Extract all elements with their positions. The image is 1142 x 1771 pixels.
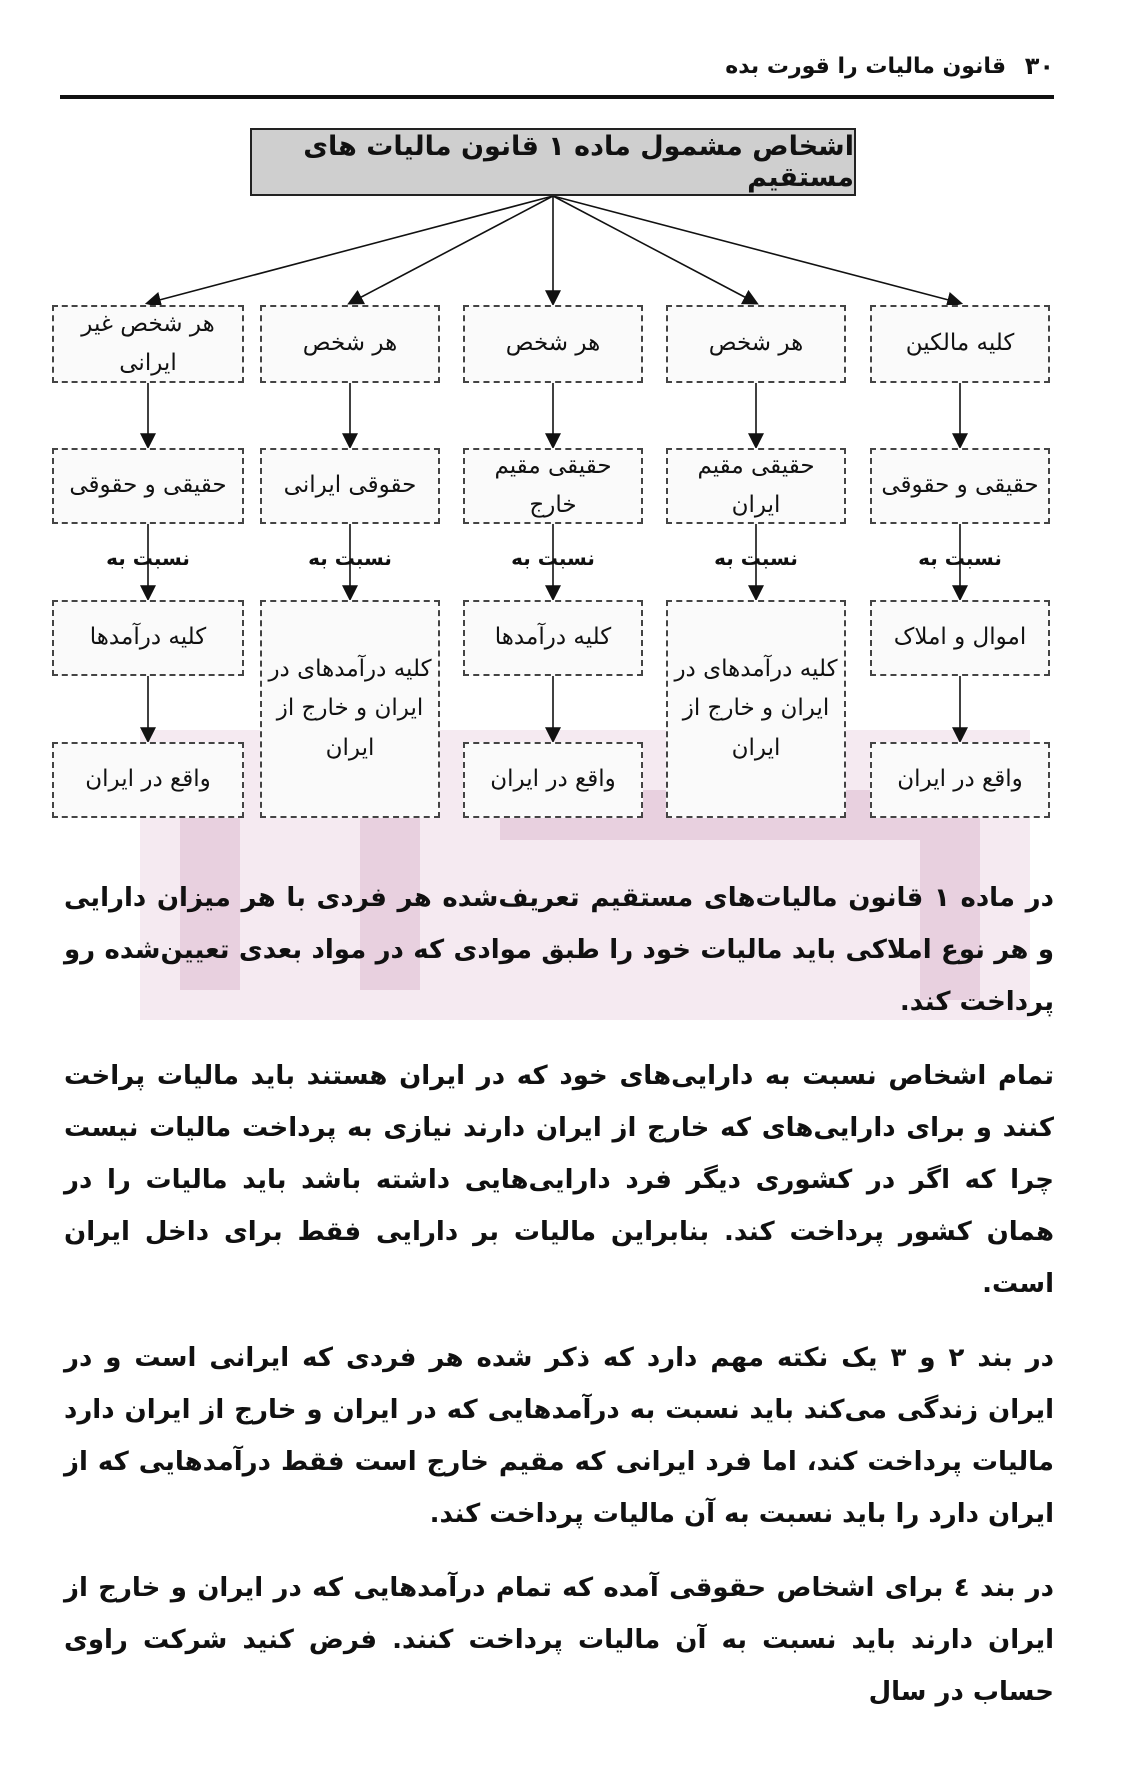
- node-subject-3: هر شخص: [463, 305, 643, 383]
- node-object-1: اموال و املاک: [870, 600, 1050, 676]
- node-object-4: کلیه درآمدهای در ایران و خارج از ایران: [260, 600, 440, 818]
- relation-label-2: نسبت به: [714, 546, 798, 570]
- node-scope-1: واقع در ایران: [870, 742, 1050, 818]
- node-type-4: حقوقی ایرانی: [260, 448, 440, 524]
- running-title: قانون مالیات را قورت بده: [725, 54, 1006, 79]
- node-scope-5: واقع در ایران: [52, 742, 244, 818]
- node-subject-5: هر شخص غیر ایرانی: [52, 305, 244, 383]
- node-object-3: کلیه درآمدها: [463, 600, 643, 676]
- node-object-5: کلیه درآمدها: [52, 600, 244, 676]
- relation-label-4: نسبت به: [308, 546, 392, 570]
- relation-label-5: نسبت به: [106, 546, 190, 570]
- relation-label-1: نسبت به: [918, 546, 1002, 570]
- node-type-1: حقیقی و حقوقی: [870, 448, 1050, 524]
- body-text: [64, 872, 1054, 1740]
- diagram-title: اشخاص مشمول ماده ۱ قانون مالیات های مستقیم: [250, 128, 856, 196]
- node-type-2: حقیقی مقیم ایران: [666, 448, 846, 524]
- node-scope-3: واقع در ایران: [463, 742, 643, 818]
- paragraph: در بند ۲ و ۳ یک نکته مهم دارد که ذکر شده هر فردی که ایرانی است و در ایران زندگی می‌کند باید نسبت به درآمدهایی که در ایران و خارج از ایران دارد مالیات پرداخت کند، اما فرد ایرانی که مقیم خارج است فقط درآمدهایی که از ایران دارد را باید نسبت به آن مالیات پرداخت کند.: [64, 1343, 1055, 1529]
- relation-label-3: نسبت به: [511, 546, 595, 570]
- tax-subjects-diagram: [0, 0, 1142, 860]
- paragraph: تمام اشخاص نسبت به دارایی‌های خود که در ایران هستند باید مالیات پراخت کنند و برای دارایی‌های که خارج از ایران دارند نیازی به پرداخت مالیات نیست چرا که اگر در کشوری دیگر فرد دارایی‌هایی داشته باشد باید مالیات را در همان کشور پرداخت کند. بنابراین مالیات بر دارایی فقط برای داخل ایران است.: [64, 1061, 1054, 1299]
- node-type-3: حقیقی مقیم خارج: [463, 448, 643, 524]
- node-subject-1: کلیه مالکین: [870, 305, 1050, 383]
- page-number: ۳۰: [1024, 52, 1054, 80]
- node-subject-4: هر شخص: [260, 305, 440, 383]
- node-object-2: کلیه درآمدهای در ایران و خارج از ایران: [666, 600, 846, 818]
- node-type-5: حقیقی و حقوقی: [52, 448, 244, 524]
- node-subject-2: هر شخص: [666, 305, 846, 383]
- paragraph: در بند ٤ برای اشخاص حقوقی آمده که تمام درآمدهایی که در ایران و خارج از ایران دارند باید نسبت به آن مالیات پرداخت کنند. فرض کنید شرکت راوی حساب در سال: [64, 1573, 1055, 1707]
- paragraph: در ماده ۱ قانون مالیات‌های مستقیم تعریف‌شده هر فردی با هر میزان دارایی و هر نوع املاکی باید مالیات خود را طبق موادی که در مواد بعدی تعیین‌شده رو پرداخت کند.: [64, 883, 1054, 1017]
